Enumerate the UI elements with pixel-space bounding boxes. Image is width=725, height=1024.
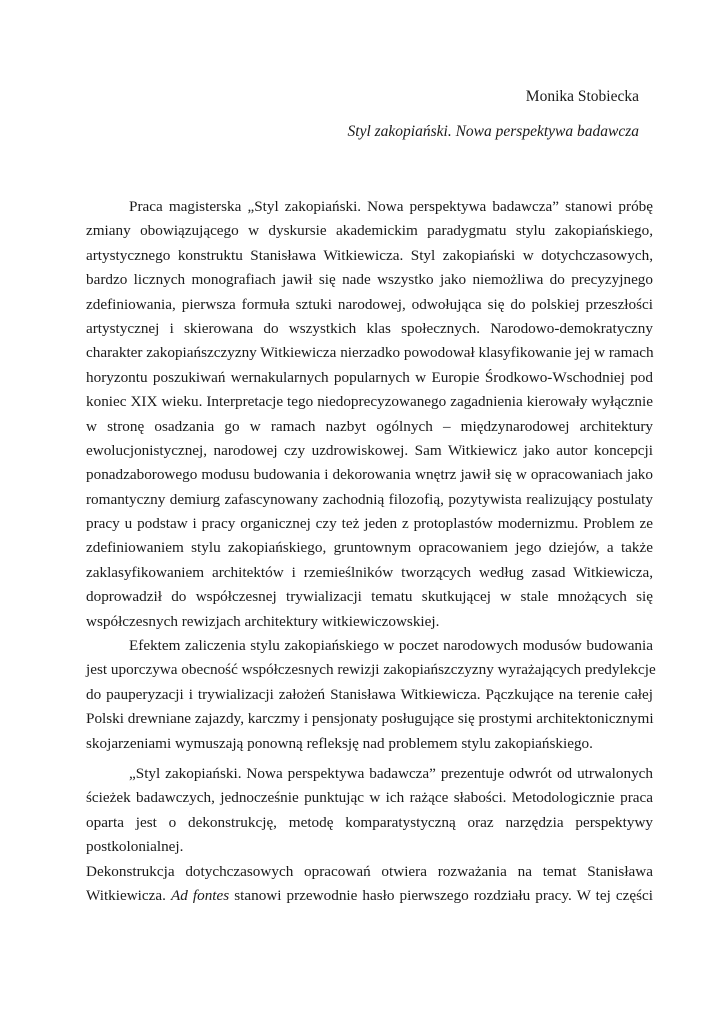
text-line: ewolucjonistycznej, narodowej czy uzdrowiskowej. Sam Witkiewicz jako autor koncepcji bbox=[86, 441, 653, 459]
text-line: „Styl zakopiański. Nowa perspektywa badawcza” prezentuje odwrót od utrwalonych bbox=[129, 764, 653, 782]
paragraph-4 bbox=[86, 860, 653, 909]
paragraph-3 bbox=[86, 762, 653, 860]
text-line: Polski drewniane zajazdy, karczmy i pensjonaty posługujące się prostymi architektonicznymi bbox=[86, 710, 654, 728]
text-line: bardzo licznych monografiach jawił się nade wszystko jako niemożliwa do precyzyjnego bbox=[86, 271, 653, 289]
text-line: do pauperyzacji i trywializacji założeń Stanisława Witkiewicza. Pączkujące na terenie całej bbox=[86, 685, 653, 703]
paragraph-2 bbox=[86, 634, 656, 756]
text-line: Praca magisterska „Styl zakopiański. Nowa perspektywa badawcza” stanowi próbę bbox=[129, 198, 653, 215]
text-line: Dekonstrukcja dotychczasowych opracowań otwiera rozważania na temat Stanisława bbox=[86, 862, 653, 880]
text-line: zmiany obowiązującego w dyskursie akademickim paradygmatu stylu zakopiańskiego, bbox=[86, 222, 653, 240]
text-fragment: stanowi przewodnie hasło pierwszego rozdziału pracy. W tej części bbox=[229, 886, 653, 904]
paragraph-1 bbox=[86, 195, 653, 634]
document-body bbox=[86, 195, 656, 908]
text-line: romantyczny demiurg zafascynowany zachodnią filozofią, pozytywista realizujący postulaty bbox=[86, 490, 653, 508]
text-line: horyzontu poszukiwań wernakularnych popularnych w Europie Środkowo-Wschodniej pod bbox=[86, 368, 653, 386]
text-line: zaklasyfikowaniem architektów i rzemieślników tworzących według zasad Witkiewicza, bbox=[86, 563, 653, 581]
text-line: charakter zakopiańszczyzny Witkiewicza nierzadko powodował klasyfikowanie jej w ramach bbox=[86, 344, 654, 362]
text-fragment: Witkiewicza. bbox=[86, 886, 171, 904]
text-line: oparta jest o dekonstrukcję, metodę komparatystyczną oraz narzędzia perspektywy bbox=[86, 813, 653, 831]
text-line: doprowadził do współczesnej trywializacji tematu skutkującej w stale mnożących się bbox=[86, 588, 653, 606]
text-line: zdefiniowaniem stylu zakopiańskiego, gruntownym opracowaniem jego dziejów, a także bbox=[86, 539, 653, 557]
text-line: postkolonialnej. bbox=[86, 838, 184, 856]
text-line: współczesnych rewizjach architektury witkiewiczowskiej. bbox=[86, 612, 440, 630]
italic-phrase: Ad fontes bbox=[170, 886, 230, 904]
text-line-with-italic bbox=[86, 884, 653, 908]
text-line: zdefiniowania, pierwsza formuła sztuki narodowej, odwołująca się do polskiej przeszłości bbox=[86, 295, 653, 313]
text-line: pracy u podstaw i pracy organicznej czy też jeden z protoplastów modernizmu. Problem ze bbox=[86, 515, 653, 533]
text-line: jest uporczywa obecność współczesnych rewizji zakopiańszczyzny wyrażających predylekcje bbox=[86, 661, 656, 679]
text-line: ścieżek badawczych, jednocześnie punktując w ich rażące słabości. Metodologicznie praca bbox=[86, 789, 653, 807]
text-line: artystycznej i skierowana do wszystkich klas społecznych. Narodowo-demokratyczny bbox=[86, 319, 653, 337]
text-line: w stronę osadzania go w ramach nazbyt ogólnych – międzynarodowej architektury bbox=[86, 417, 653, 435]
text-line: artystycznego konstruktu Stanisława Witkiewicza. Styl zakopiański w dotychczasowych, bbox=[86, 246, 653, 264]
document-title: Styl zakopiański. Nowa perspektywa badawcza bbox=[347, 123, 639, 140]
text-line: skojarzeniami wymuszają ponowną refleksję nad problemem stylu zakopiańskiego. bbox=[86, 734, 593, 752]
text-line: Efektem zaliczenia stylu zakopiańskiego w poczet narodowych modusów budowania bbox=[129, 637, 653, 655]
text-line: ponadzaborowego modusu budowania i dekorowania wnętrz jawił się w opracowaniach jako bbox=[86, 466, 653, 484]
author-name: Monika Stobiecka bbox=[525, 88, 639, 105]
text-line: koniec XIX wieku. Interpretacje tego niedoprecyzowanego zagadnienia kierowały wyłącznie bbox=[86, 393, 653, 411]
